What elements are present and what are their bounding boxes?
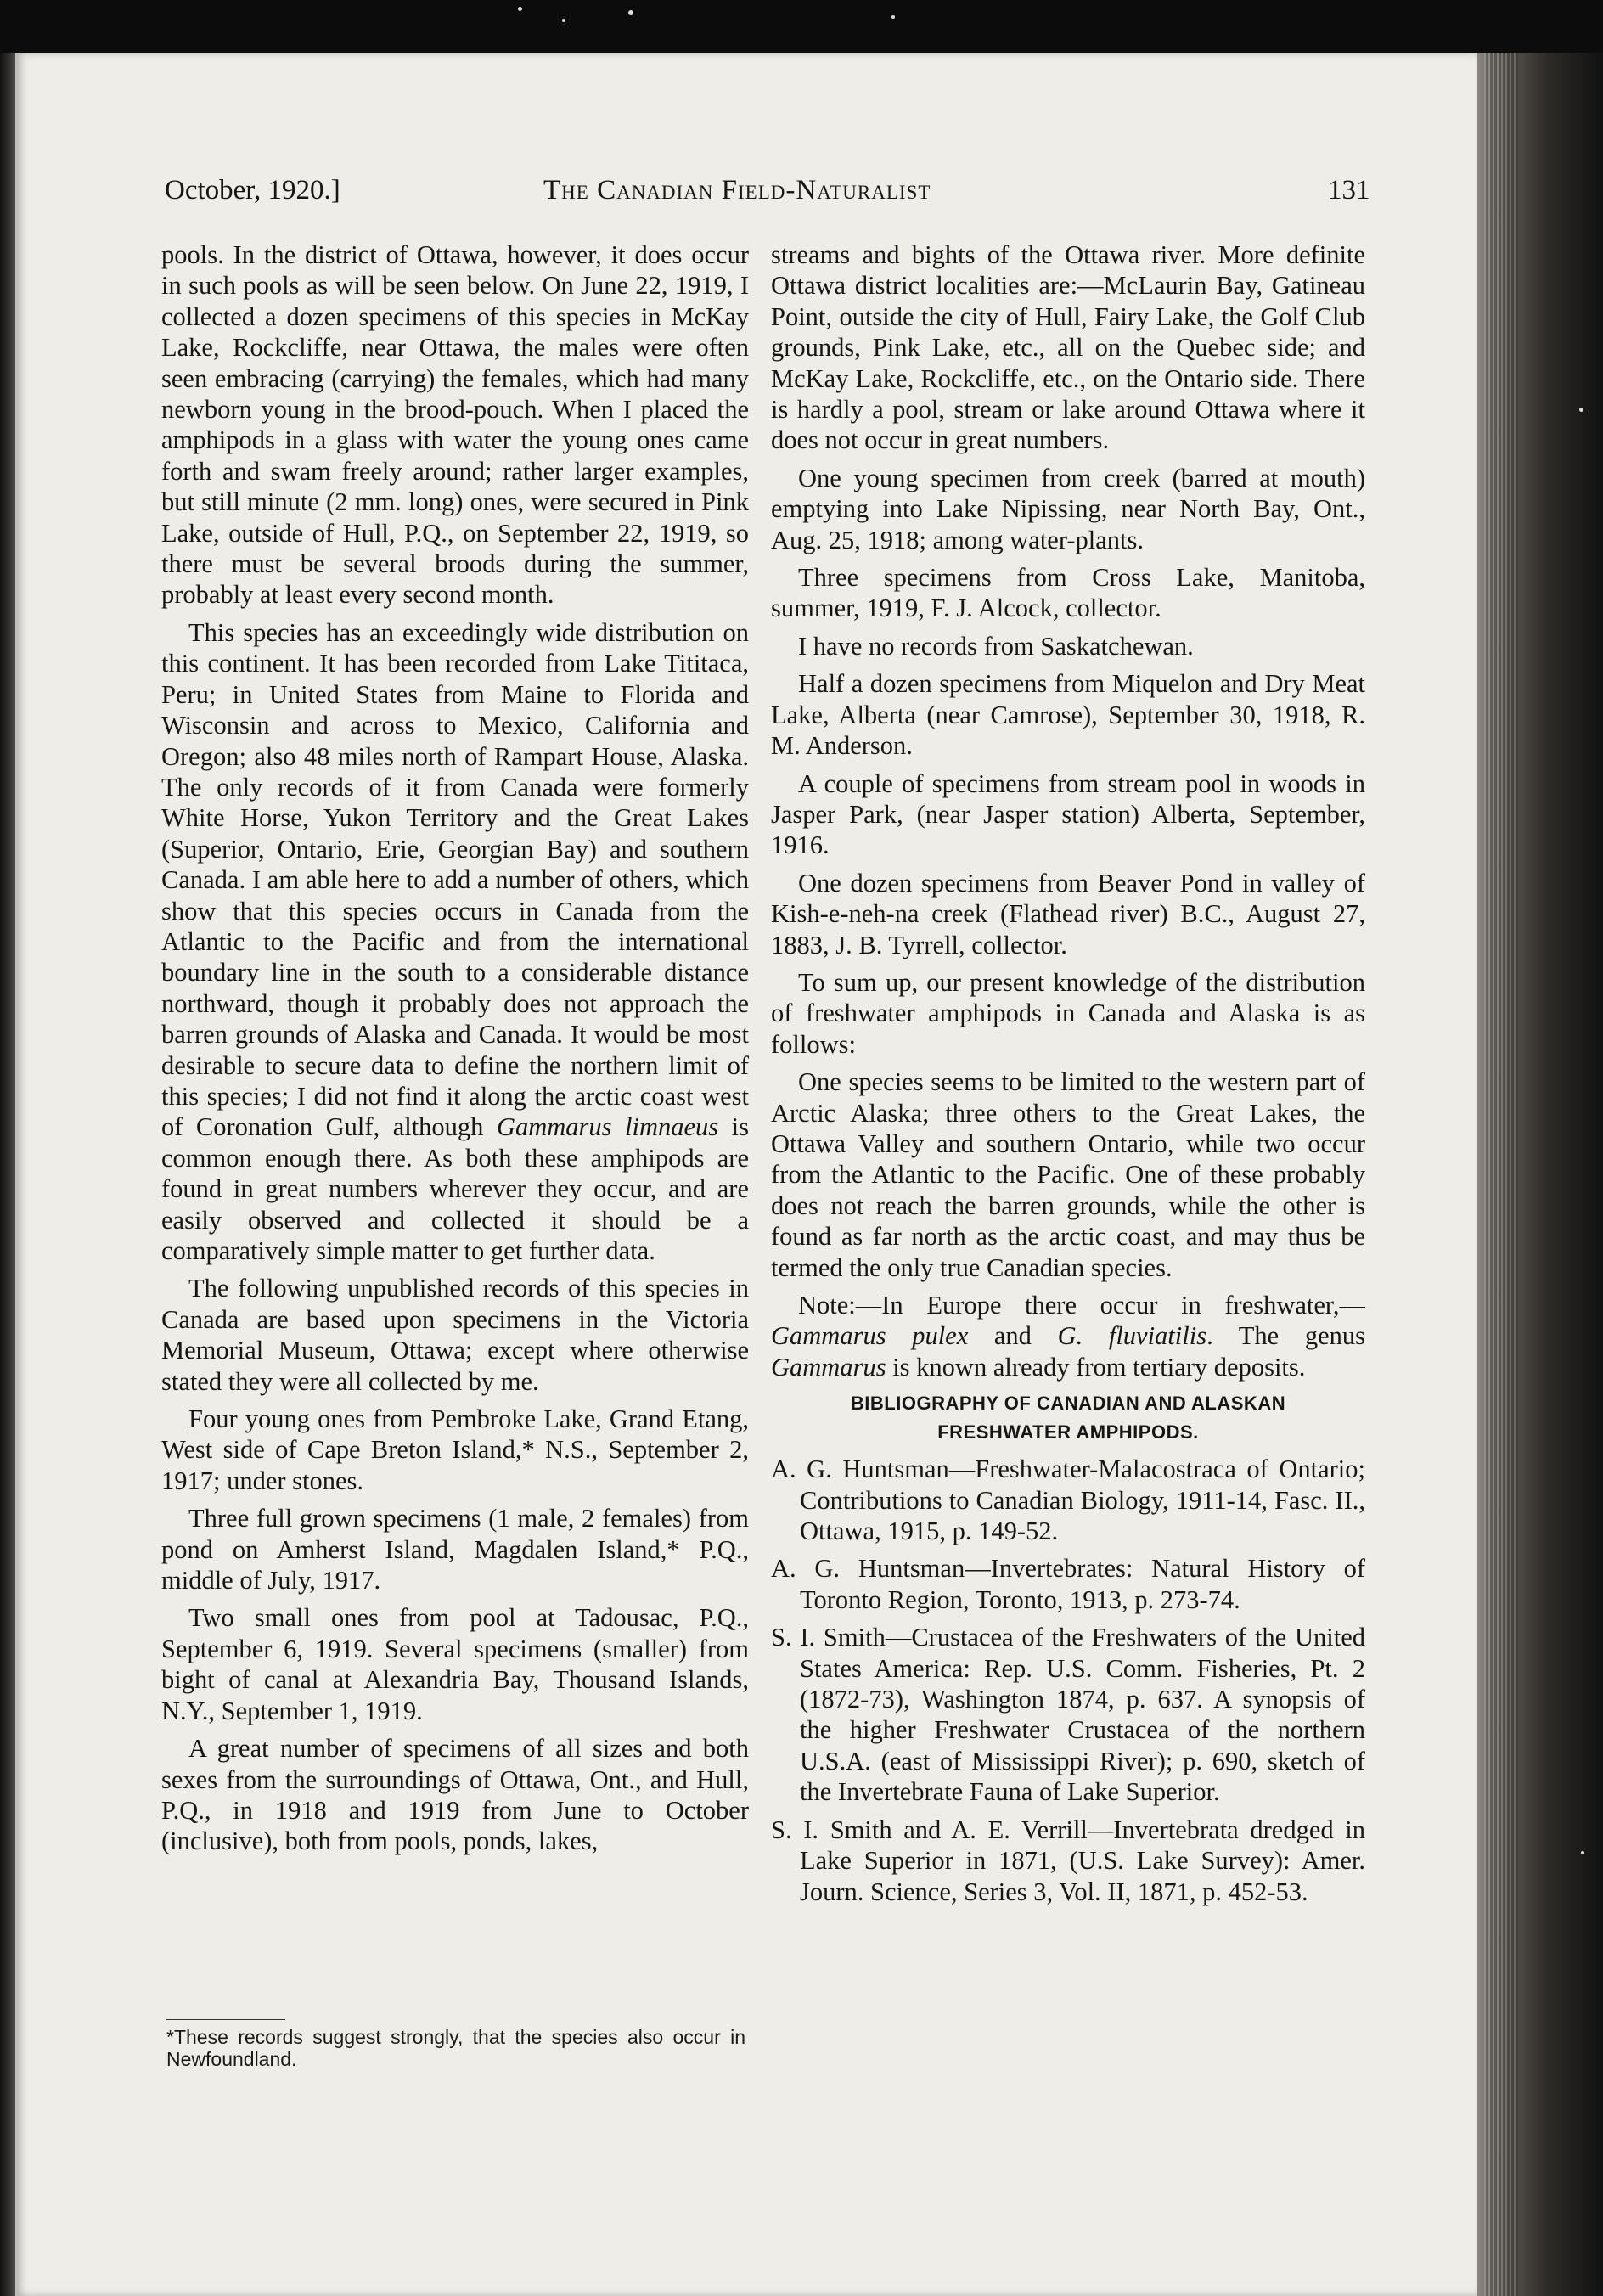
- paragraph: pools. In the district of Ottawa, however, it does occur in such pools as will be seen below. On June 22, 1919, I collected a dozen specimens of this species in McKay Lake, Rockcliffe, near Ottawa, the males were often seen embracing (carrying) the females, which had many newborn young in the brood-pouch. When I placed the amphipods in a glass with water the young ones came forth and swam freely around; rather larger examples, but still minute (2 mm. long) ones, were secured in Pink Lake, outside of Hull, P.Q., on September 22, 1919, so there must be several broods during the summer, probably at least every second month.: [161, 240, 749, 610]
- right-column: [771, 239, 1365, 1907]
- note-paragraph: [771, 1290, 1365, 1382]
- paragraph: A couple of specimens from stream pool in woods in Jasper Park, (near Jasper station) Alberta, September, 1916.: [771, 768, 1365, 860]
- note-text: . The genus: [1206, 1321, 1365, 1351]
- species-name: Gammarus pulex: [771, 1321, 969, 1351]
- paragraph: Two small ones from pool at Tadousac, P.Q., September 6, 1919. Several specimens (smaller) from bight of canal at Alexandria Bay, Thousand Islands, N.Y., September 1, 1919.: [161, 1603, 749, 1725]
- species-name: Gammarus limnaeus: [496, 1112, 719, 1142]
- bibliography-heading: [771, 1389, 1365, 1447]
- bibliography-entry: A. G. Huntsman—Invertebrates: Natural History of Toronto Region, Toronto, 1913, p. 273-74.: [771, 1554, 1365, 1614]
- paragraph-text: This species has an exceedingly wide distribution on this continent. It has been recorded from Lake Tititaca, Peru; in United States from Maine to Florida and Wisconsin and across to Mexico, California and Oregon; also 48 miles north of Rampart House, Alaska. The only records of it from Canada were formerly White Horse, Yukon Territory and the Great Lakes (Superior, Ontario, Erie, Georgian Bay) and southern Canada. I am able here to add a number of others, which show that this species occurs in Canada from the Atlantic to the Pacific and from the international boundary line in the south to a considerable distance northward, though it probably does not approach the barren grounds of Alaska and Canada. It would be most desirable to secure data to define the northern limit of this species; I did not find it along the arctic coast west of Coronation Gulf, although: [161, 617, 749, 1142]
- paragraph-text: is common enough there. As both these amphipods are found in great numbers wherever they occur, and are easily observed and collected it should be a comparatively simple matter to get further data.: [161, 1112, 750, 1265]
- bibliography-entry: S. I. Smith and A. E. Verrill—Invertebrata dredged in Lake Superior in 1871, (U.S. Lake Survey): Amer. Journ. Science, Series 3, Vol. II, 1871, p. 452-53.: [771, 1815, 1365, 1906]
- note-text: is known already from tertiary deposits.: [886, 1352, 1306, 1382]
- paragraph: To sum up, our present knowledge of the distribution of freshwater amphipods in Canada and Alaska is as follows:: [771, 967, 1365, 1059]
- bibliography-entry: A. G. Huntsman—Freshwater-Malacostraca of Ontario; Contributions to Canadian Biology, 1911-14, Fasc. II., Ottawa, 1915, p. 149-52.: [771, 1455, 1365, 1546]
- bibliography-heading-line: BIBLIOGRAPHY OF CANADIAN AND ALASKAN: [850, 1393, 1286, 1415]
- species-name: G. fluviatilis: [1057, 1321, 1207, 1351]
- paragraph: Three full grown specimens (1 male, 2 females) from pond on Amherst Island, Magdalen Island,* P.Q., middle of July, 1917.: [161, 1504, 749, 1595]
- paragraph: I have no records from Saskatchewan.: [798, 631, 1194, 661]
- paragraph: One species seems to be limited to the western part of Arctic Alaska; three others to the Great Lakes, the Ottawa Valley and southern Ontario, while two occur from the Atlantic to the Pacific. One of these probably does not reach the barren grounds, while the other is found as far north as the arctic coast, and may thus be termed the only true Canadian species.: [771, 1067, 1365, 1282]
- paragraph: Three specimens from Cross Lake, Manitoba, summer, 1919, F. J. Alcock, collector.: [771, 563, 1365, 623]
- paragraph: Half a dozen specimens from Miquelon and Dry Meat Lake, Alberta (near Camrose), September 30, 1918, R. M. Anderson.: [771, 669, 1365, 761]
- paragraph: streams and bights of the Ottawa river. More definite Ottawa district localities are:—McLaurin Bay, Gatineau Point, outside the city of Hull, Fairy Lake, the Golf Club grounds, Pink Lake, etc., all on the Quebec side; and McKay Lake, Rockcliffe, etc., on the Ontario side. There is hardly a pool, stream or lake around Ottawa where it does not occur in great numbers.: [771, 240, 1365, 455]
- left-column: [161, 239, 749, 1857]
- genus-name: Gammarus: [771, 1352, 886, 1382]
- bibliography-heading-line: FRESHWATER AMPHIPODS.: [937, 1421, 1199, 1443]
- note-text: Note:—In Europe there occur in freshwater,—: [798, 1291, 1365, 1320]
- bibliography-entry: S. I. Smith—Crustacea of the Freshwaters of the United States America: Rep. U.S. Comm. Fisheries, Pt. 2 (1872-73), Washington 1874, p. 637. A synopsis of the higher Freshwater Crustacea of the northern U.S.A. (east of Mississippi River); p. 690, sketch of the Invertebrate Fauna of Lake Superior.: [771, 1623, 1365, 1807]
- running-head-journal-title: The Canadian Field-Naturalist: [543, 175, 931, 205]
- paragraph: A great number of specimens of all sizes and both sexes from the surroundings of Ottawa, Ont., and Hull, P.Q., in 1918 and 1919 from June to October (inclusive), both from pools, ponds, lakes,: [161, 1734, 749, 1856]
- footnote: *These records suggest strongly, that the species also occur in Newfoundland.: [166, 2026, 745, 2070]
- paragraph: One dozen specimens from Beaver Pond in valley of Kish-e-neh-na creek (Flathead river) B.C., August 27, 1883, J. B. Tyrrell, collector.: [771, 868, 1365, 959]
- paragraph: [161, 617, 749, 1267]
- page-number: 131: [1328, 175, 1370, 205]
- page-edge-lines: [1484, 53, 1518, 2296]
- paragraph: Four young ones from Pembroke Lake, Grand Etang, West side of Cape Breton Island,* N.S., September 2, 1917; under stones.: [161, 1404, 749, 1495]
- footnote-rule: [166, 2019, 285, 2020]
- note-text: and: [968, 1321, 1058, 1351]
- running-head-date: October, 1920.]: [165, 175, 340, 205]
- paragraph: One young specimen from creek (barred at mouth) emptying into Lake Nipissing, near North Bay, Ont., Aug. 25, 1918; among water-plants.: [771, 463, 1365, 554]
- paragraph: The following unpublished records of this species in Canada are based upon specimens in the Victoria Memorial Museum, Ottawa; except where otherwise stated they were all collected by me.: [161, 1274, 749, 1396]
